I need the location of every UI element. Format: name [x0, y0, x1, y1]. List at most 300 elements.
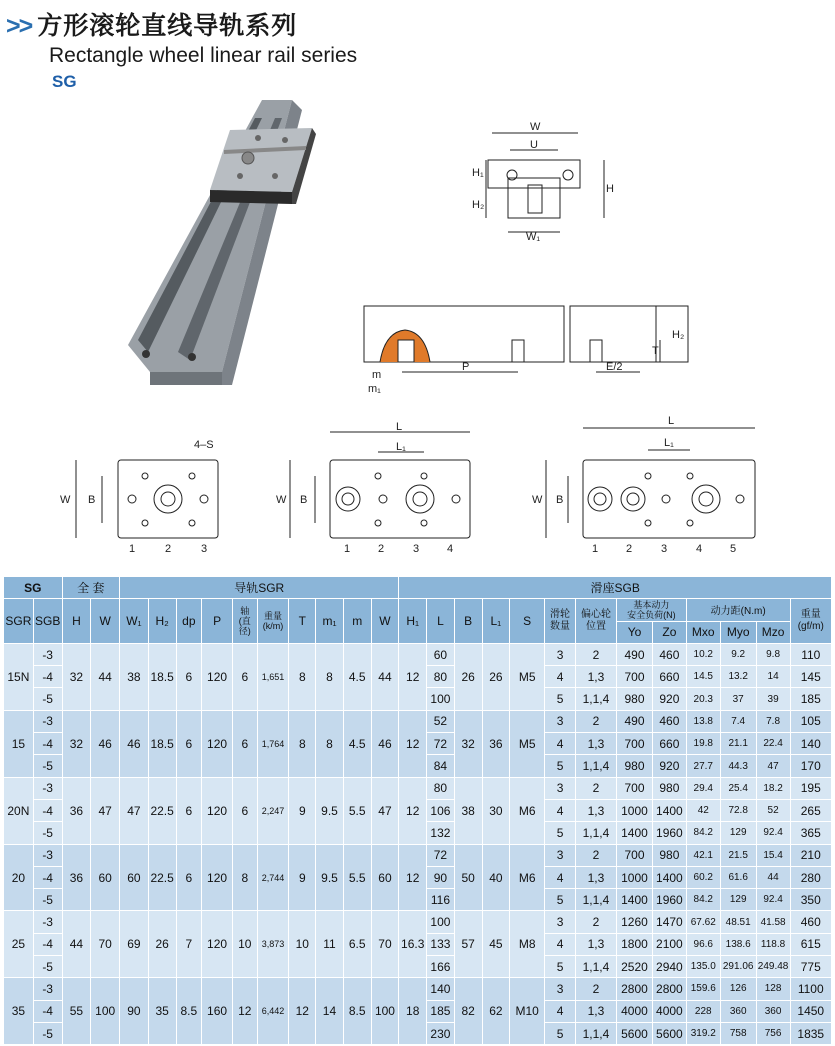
cell-H2: 18.5: [148, 643, 176, 710]
cross-section-labels: [472, 121, 614, 243]
cell-Mxo: 20.3: [686, 688, 720, 710]
cell-B: 26: [454, 643, 482, 710]
wheel-3: 3: [661, 543, 668, 555]
cell-H: 36: [62, 844, 91, 911]
cell-axis: 12: [232, 978, 257, 1045]
cell-Myo: 758: [720, 1022, 756, 1044]
cell-Mxo: 19.8: [686, 733, 720, 755]
cell-L: 80: [427, 666, 455, 688]
dim-B-block5: B: [556, 494, 564, 506]
cell-L: 106: [427, 799, 455, 821]
dim-T: T: [652, 345, 659, 357]
cell-Mxo: 42.1: [686, 844, 720, 866]
dim-H: H: [606, 183, 614, 195]
cell-Myo: 21.5: [720, 844, 756, 866]
header-H: H: [62, 599, 91, 644]
cell-bW: 44: [371, 643, 399, 710]
cell-Mzo: 41.58: [756, 911, 790, 933]
cell-weight: 1450: [790, 1000, 831, 1022]
wheel-1: 1: [129, 543, 136, 555]
cell-m: 5.5: [343, 844, 371, 911]
cell-Yo: 1800: [617, 933, 653, 955]
cell-sgb: -4: [33, 866, 62, 888]
cell-Zo: 460: [652, 710, 686, 732]
cell-Yo: 1400: [617, 889, 653, 911]
cell-Mzo: 756: [756, 1022, 790, 1044]
cell-W1: 69: [120, 911, 149, 978]
header-block-H1: H₁: [399, 599, 427, 644]
cell-Zo: 1400: [652, 799, 686, 821]
cell-ecc: 1,1,4: [575, 956, 616, 978]
cell-weight: 145: [790, 666, 831, 688]
cell-wheel-count: 3: [545, 643, 576, 665]
cell-Yo: 980: [617, 755, 653, 777]
cell-Myo: 21.1: [720, 733, 756, 755]
header-Mxo: Mxo: [686, 621, 720, 643]
header-B: B: [454, 599, 482, 644]
cell-sgb: -5: [33, 956, 62, 978]
cell-W: 47: [91, 777, 120, 844]
header-wheels: 滑轮 数量: [545, 599, 576, 644]
cell-weight: 185: [790, 688, 831, 710]
header-axis: 轴 (直径): [232, 599, 257, 644]
wheel-1: 1: [344, 543, 351, 555]
cell-L: 166: [427, 956, 455, 978]
cell-m1: 9.5: [316, 844, 344, 911]
cell-ecc: 1,3: [575, 866, 616, 888]
cell-Zo: 2940: [652, 956, 686, 978]
cell-H2: 22.5: [148, 777, 176, 844]
cell-dp: 6: [176, 844, 202, 911]
cell-m1: 8: [316, 643, 344, 710]
cell-dp: 6: [176, 643, 202, 710]
cell-m1: 8: [316, 710, 344, 777]
cell-wheel-count: 5: [545, 822, 576, 844]
cell-weight: 170: [790, 755, 831, 777]
cell-ecc: 1,1,4: [575, 755, 616, 777]
cell-Mxo: 84.2: [686, 822, 720, 844]
cell-weight: 105: [790, 710, 831, 732]
cell-Zo: 980: [652, 844, 686, 866]
cell-sgr: 20N: [4, 777, 34, 844]
cell-P: 160: [202, 978, 233, 1045]
cell-Mzo: 7.8: [756, 710, 790, 732]
header-sgb: SGB: [33, 599, 62, 644]
cell-P: 120: [202, 911, 233, 978]
cell-weight: 460: [790, 911, 831, 933]
cell-ecc: 1,3: [575, 799, 616, 821]
cell-sgr: 25: [4, 911, 34, 978]
cell-Yo: 700: [617, 777, 653, 799]
cell-sgb: -5: [33, 822, 62, 844]
table-row: [4, 844, 832, 866]
cell-Zo: 980: [652, 777, 686, 799]
block-4-drawing: [290, 432, 470, 538]
cell-Myo: 129: [720, 822, 756, 844]
cell-Zo: 1960: [652, 889, 686, 911]
cell-L: 52: [427, 710, 455, 732]
cell-H: 32: [62, 710, 91, 777]
cell-sgb: -3: [33, 777, 62, 799]
block-3-drawing: [76, 460, 218, 538]
cell-ecc: 2: [575, 978, 616, 1000]
cell-H: 32: [62, 643, 91, 710]
cell-wheel-count: 3: [545, 911, 576, 933]
cell-weight: 280: [790, 866, 831, 888]
cell-S: M8: [510, 911, 545, 978]
cell-axis: 6: [232, 710, 257, 777]
header-Myo: Myo: [720, 621, 756, 643]
cell-sgb: -4: [33, 733, 62, 755]
cell-sgb: -3: [33, 911, 62, 933]
cell-wheel-count: 3: [545, 844, 576, 866]
header-block: 滑座SGB: [399, 577, 832, 599]
cell-Myo: 13.2: [720, 666, 756, 688]
wheel-4: 4: [696, 543, 703, 555]
cell-L1: 62: [482, 978, 510, 1045]
cell-ecc: 2: [575, 844, 616, 866]
cell-Yo: 490: [617, 643, 653, 665]
dim-H2-side: H₂: [672, 329, 685, 341]
wheel-2: 2: [165, 543, 172, 555]
side-view-drawing: [364, 306, 688, 372]
cell-H: 36: [62, 777, 91, 844]
cell-wheel-count: 5: [545, 688, 576, 710]
cell-weight: 1100: [790, 978, 831, 1000]
cell-Mxo: 228: [686, 1000, 720, 1022]
dim-L-block4: L: [396, 421, 403, 433]
cell-dp: 7: [176, 911, 202, 978]
dim-W-block4: W: [276, 494, 287, 506]
cell-Zo: 1400: [652, 866, 686, 888]
dim-L1-block4: L₁: [396, 441, 406, 453]
cell-m: 8.5: [343, 978, 371, 1045]
cell-ecc: 2: [575, 777, 616, 799]
cell-Mzo: 44: [756, 866, 790, 888]
cell-Zo: 4000: [652, 1000, 686, 1022]
cell-P: 120: [202, 710, 233, 777]
cell-bW: 60: [371, 844, 399, 911]
cell-weight: 140: [790, 733, 831, 755]
cell-bH1: 12: [399, 844, 427, 911]
cell-L: 84: [427, 755, 455, 777]
cell-bH1: 18: [399, 978, 427, 1045]
cell-ecc: 1,3: [575, 1000, 616, 1022]
cell-Mzo: 118.8: [756, 933, 790, 955]
cell-wheel-count: 4: [545, 933, 576, 955]
cell-Zo: 5600: [652, 1022, 686, 1044]
header-Yo: Yo: [617, 621, 653, 643]
cell-sgb: -4: [33, 1000, 62, 1022]
cell-dp: 6: [176, 710, 202, 777]
dim-P: P: [462, 361, 470, 373]
cell-Yo: 700: [617, 844, 653, 866]
cell-Yo: 2520: [617, 956, 653, 978]
chinese-title-text: 方形滚轮直线导轨系列: [37, 12, 298, 40]
cell-axis: 10: [232, 911, 257, 978]
cell-L1: 26: [482, 643, 510, 710]
dim-m1: m₁: [368, 383, 381, 395]
cell-Mzo: 92.4: [756, 822, 790, 844]
cell-Yo: 1400: [617, 822, 653, 844]
cell-W1: 46: [120, 710, 149, 777]
cell-bH1: 12: [399, 777, 427, 844]
cell-T: 8: [289, 643, 316, 710]
cell-Zo: 920: [652, 688, 686, 710]
cell-P: 120: [202, 777, 233, 844]
cell-wheel-count: 3: [545, 978, 576, 1000]
header-moment: 动力距(N.m): [686, 599, 790, 621]
wheel-3: 3: [413, 543, 420, 555]
cell-Myo: 37: [720, 688, 756, 710]
cell-ecc: 2: [575, 643, 616, 665]
dim-L1-block5: L₁: [664, 437, 674, 449]
cell-wheel-count: 4: [545, 733, 576, 755]
cell-bW: 100: [371, 978, 399, 1045]
cell-weight: 210: [790, 844, 831, 866]
cell-axis: 8: [232, 844, 257, 911]
cell-T: 8: [289, 710, 316, 777]
cell-H2: 18.5: [148, 710, 176, 777]
cell-L: 90: [427, 866, 455, 888]
cell-ecc: 1,1,4: [575, 822, 616, 844]
cell-wkm: 1,651: [257, 643, 289, 710]
header-m1: m₁: [316, 599, 344, 644]
cell-H: 55: [62, 978, 91, 1045]
wheel-4: 4: [447, 543, 454, 555]
header-P: P: [202, 599, 233, 644]
dim-E2: E/2: [606, 361, 623, 373]
dim-U: U: [530, 139, 538, 151]
header-Zo: Zo: [652, 621, 686, 643]
header-rail: 导轨SGR: [120, 577, 399, 599]
cell-Yo: 1260: [617, 911, 653, 933]
spec-table-body: [4, 643, 832, 1044]
cell-weight: 1835: [790, 1022, 831, 1044]
cell-m: 4.5: [343, 643, 371, 710]
dim-W1: W₁: [526, 231, 541, 243]
cell-bW: 46: [371, 710, 399, 777]
header-weight-gfm: 重量 (gf/m): [790, 599, 831, 644]
cell-ecc: 1,3: [575, 933, 616, 955]
cell-W1: 47: [120, 777, 149, 844]
cell-Mzo: 22.4: [756, 733, 790, 755]
cell-wheel-count: 4: [545, 1000, 576, 1022]
cell-L: 185: [427, 1000, 455, 1022]
cell-Myo: 9.2: [720, 643, 756, 665]
cell-L: 140: [427, 978, 455, 1000]
header-load: 基本动力 安全负荷(N): [617, 599, 687, 621]
cell-Mzo: 249.48: [756, 956, 790, 978]
header-H2: H₂: [148, 599, 176, 644]
header-W: W: [91, 599, 120, 644]
cell-wkm: 6,442: [257, 978, 289, 1045]
cell-Zo: 1960: [652, 822, 686, 844]
cell-Myo: 61.6: [720, 866, 756, 888]
header-T: T: [289, 599, 316, 644]
cell-L: 100: [427, 688, 455, 710]
cell-Yo: 5600: [617, 1022, 653, 1044]
cell-Myo: 44.3: [720, 755, 756, 777]
cell-L: 230: [427, 1022, 455, 1044]
cell-axis: 6: [232, 643, 257, 710]
dim-W-block3: W: [60, 494, 71, 506]
cell-P: 120: [202, 643, 233, 710]
cell-wheel-count: 5: [545, 956, 576, 978]
cell-Myo: 129: [720, 889, 756, 911]
cell-Yo: 700: [617, 666, 653, 688]
cell-Yo: 980: [617, 688, 653, 710]
cell-sgb: -4: [33, 933, 62, 955]
cell-Yo: 1000: [617, 799, 653, 821]
cell-Mzo: 52: [756, 799, 790, 821]
header-weight-km: 重量 (k/m): [257, 599, 289, 644]
wheel-2: 2: [378, 543, 385, 555]
cell-W1: 90: [120, 978, 149, 1045]
dim-H1: H₁: [472, 167, 484, 179]
cell-wkm: 2,744: [257, 844, 289, 911]
cell-Zo: 660: [652, 733, 686, 755]
cell-axis: 6: [232, 777, 257, 844]
cell-T: 9: [289, 844, 316, 911]
dim-W: W: [530, 121, 541, 133]
cell-W: 70: [91, 911, 120, 978]
cell-sgb: -5: [33, 755, 62, 777]
cell-Mxo: 14.5: [686, 666, 720, 688]
cell-wkm: 3,873: [257, 911, 289, 978]
cell-W: 44: [91, 643, 120, 710]
cell-weight: 775: [790, 956, 831, 978]
cell-wheel-count: 3: [545, 710, 576, 732]
cell-bW: 47: [371, 777, 399, 844]
cell-Mxo: 29.4: [686, 777, 720, 799]
cell-ecc: 1,1,4: [575, 1022, 616, 1044]
cell-Zo: 660: [652, 666, 686, 688]
cell-weight: 365: [790, 822, 831, 844]
cell-weight: 615: [790, 933, 831, 955]
cell-ecc: 1,3: [575, 666, 616, 688]
wheel-2: 2: [626, 543, 633, 555]
header-ecc: 偏心轮 位置: [575, 599, 616, 644]
cell-Zo: 2800: [652, 978, 686, 1000]
cell-Mzo: 47: [756, 755, 790, 777]
cell-Myo: 25.4: [720, 777, 756, 799]
cell-H2: 22.5: [148, 844, 176, 911]
cell-S: M6: [510, 844, 545, 911]
cell-H2: 35: [148, 978, 176, 1045]
cell-W: 60: [91, 844, 120, 911]
cell-ecc: 2: [575, 710, 616, 732]
cell-Yo: 700: [617, 733, 653, 755]
cell-ecc: 1,1,4: [575, 688, 616, 710]
cell-L: 100: [427, 911, 455, 933]
cell-Zo: 460: [652, 643, 686, 665]
cell-weight: 350: [790, 889, 831, 911]
dim-W-block5: W: [532, 494, 543, 506]
cell-Yo: 2800: [617, 978, 653, 1000]
cell-sgb: -3: [33, 710, 62, 732]
cell-ecc: 1,1,4: [575, 889, 616, 911]
cross-section-drawing: [486, 133, 604, 232]
table-row: [4, 978, 832, 1000]
cell-W1: 38: [120, 643, 149, 710]
cell-Mxo: 42: [686, 799, 720, 821]
cell-L1: 36: [482, 710, 510, 777]
header-Mzo: Mzo: [756, 621, 790, 643]
cell-sgb: -3: [33, 978, 62, 1000]
cell-Myo: 72.8: [720, 799, 756, 821]
cell-weight: 110: [790, 643, 831, 665]
header-set: 全 套: [62, 577, 120, 599]
cell-S: M5: [510, 710, 545, 777]
cell-Mxo: 13.8: [686, 710, 720, 732]
cell-Mzo: 92.4: [756, 889, 790, 911]
header-L: L: [427, 599, 455, 644]
cell-Mzo: 9.8: [756, 643, 790, 665]
cell-S: M5: [510, 643, 545, 710]
header-sgr: SGR: [4, 599, 34, 644]
cell-wheel-count: 5: [545, 889, 576, 911]
cell-bH1: 12: [399, 643, 427, 710]
dim-4S: 4–S: [194, 439, 214, 451]
cell-Myo: 360: [720, 1000, 756, 1022]
cell-L: 60: [427, 643, 455, 665]
cell-ecc: 2: [575, 911, 616, 933]
cell-P: 120: [202, 844, 233, 911]
cell-wheel-count: 5: [545, 755, 576, 777]
cell-wheel-count: 4: [545, 866, 576, 888]
series-code: SG: [52, 72, 77, 91]
cell-B: 57: [454, 911, 482, 978]
dim-L-block5: L: [668, 415, 675, 427]
cell-L: 116: [427, 889, 455, 911]
cell-Mzo: 18.2: [756, 777, 790, 799]
cell-sgb: -5: [33, 688, 62, 710]
cell-sgr: 15N: [4, 643, 34, 710]
cell-wheel-count: 5: [545, 1022, 576, 1044]
table-row: [4, 911, 832, 933]
cell-B: 50: [454, 844, 482, 911]
cell-Mxo: 84.2: [686, 889, 720, 911]
cell-L: 72: [427, 844, 455, 866]
cell-Mzo: 39: [756, 688, 790, 710]
cell-T: 9: [289, 777, 316, 844]
product-photo: [128, 100, 316, 385]
cell-m: 5.5: [343, 777, 371, 844]
cell-Mzo: 128: [756, 978, 790, 1000]
cell-L: 132: [427, 822, 455, 844]
cell-wheel-count: 4: [545, 666, 576, 688]
cell-Mxo: 135.0: [686, 956, 720, 978]
cell-m: 6.5: [343, 911, 371, 978]
cell-B: 32: [454, 710, 482, 777]
cell-L1: 45: [482, 911, 510, 978]
cell-sgb: -3: [33, 643, 62, 665]
cell-Myo: 291.06: [720, 956, 756, 978]
wheel-5: 5: [730, 543, 737, 555]
cell-ecc: 1,3: [575, 733, 616, 755]
cell-L: 72: [427, 733, 455, 755]
table-row: [4, 777, 832, 799]
cell-sgr: 35: [4, 978, 34, 1045]
cell-Myo: 48.51: [720, 911, 756, 933]
cell-S: M6: [510, 777, 545, 844]
dim-B-block4: B: [300, 494, 308, 506]
cell-W: 46: [91, 710, 120, 777]
table-row: [4, 710, 832, 732]
cell-sgb: -5: [33, 889, 62, 911]
cell-Yo: 4000: [617, 1000, 653, 1022]
